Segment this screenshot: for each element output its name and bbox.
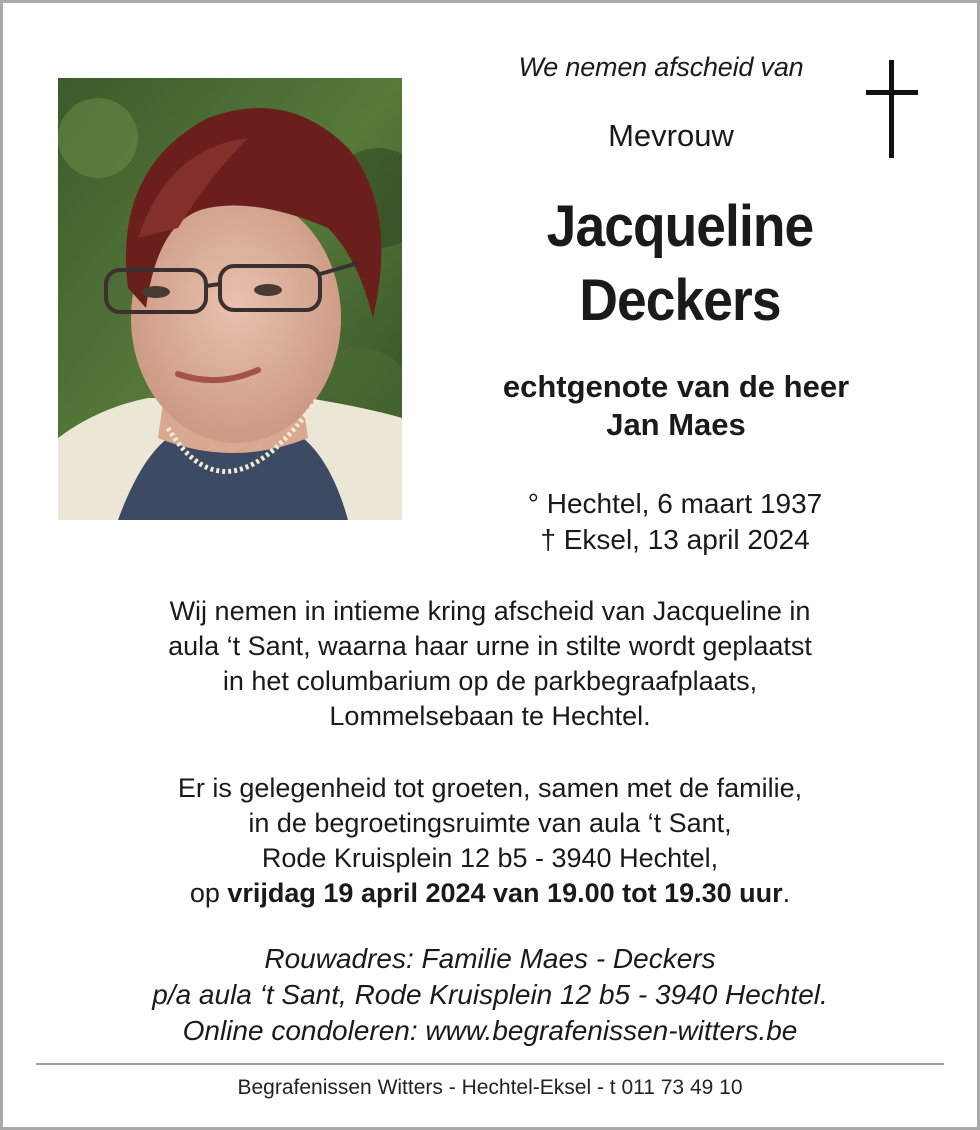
ceremony-paragraph (40, 594, 940, 734)
portrait-photo (58, 78, 402, 520)
address-line: p/a aula ‘t Sant, Rode Kruisplein 12 b5 - 3940 Hechtel. (152, 979, 828, 1010)
life-dates (440, 486, 910, 558)
visitation-time: vrijdag 19 april 2024 van 19.00 tot 19.30 uur (227, 878, 783, 908)
text-line: Wij nemen in intieme kring afscheid van Jacqueline in (169, 596, 811, 626)
honorific: Mevrouw (608, 118, 734, 153)
deceased-name (450, 190, 910, 338)
visitation-time-line (40, 876, 940, 911)
text-line: Lommelsebaan te Hechtel. (329, 701, 651, 731)
spouse-info (420, 368, 932, 444)
time-suffix: . (782, 878, 791, 908)
text-line: in het columbarium op de parkbegraafplaats, (222, 666, 758, 696)
address-line: Rouwadres: Familie Maes - Deckers (264, 943, 716, 974)
text-line: in de begroetingsruimte van aula ‘t Sant, (248, 808, 732, 838)
spouse-line-2: Jan Maes (606, 407, 746, 442)
text-line: Er is gelegenheid tot groeten, samen met de familie, (177, 773, 803, 803)
text-line: aula ‘t Sant, waarna haar urne in stilte wordt geplaatst (168, 631, 812, 661)
divider (36, 1063, 944, 1065)
last-name: Deckers (579, 268, 781, 333)
visitation-paragraph (40, 771, 940, 911)
funeral-home-footer: Begrafenissen Witters - Hechtel-Eksel - t 011 73 49 10 (237, 1076, 743, 1099)
intro-text: We nemen afscheid van (518, 52, 804, 82)
condolence-link: Online condoleren: www.begrafenissen-witters.be (182, 1015, 798, 1046)
first-name: Jacqueline (546, 194, 814, 259)
spouse-line-1: echtgenote van de heer (502, 369, 850, 404)
time-prefix: op (189, 878, 228, 908)
death-date: † Eksel, 13 april 2024 (540, 524, 810, 555)
text-line: Rode Kruisplein 12 b5 - 3940 Hechtel, (261, 843, 719, 873)
condolence-address (40, 941, 940, 1049)
birth-date: ° Hechtel, 6 maart 1937 (527, 488, 823, 519)
